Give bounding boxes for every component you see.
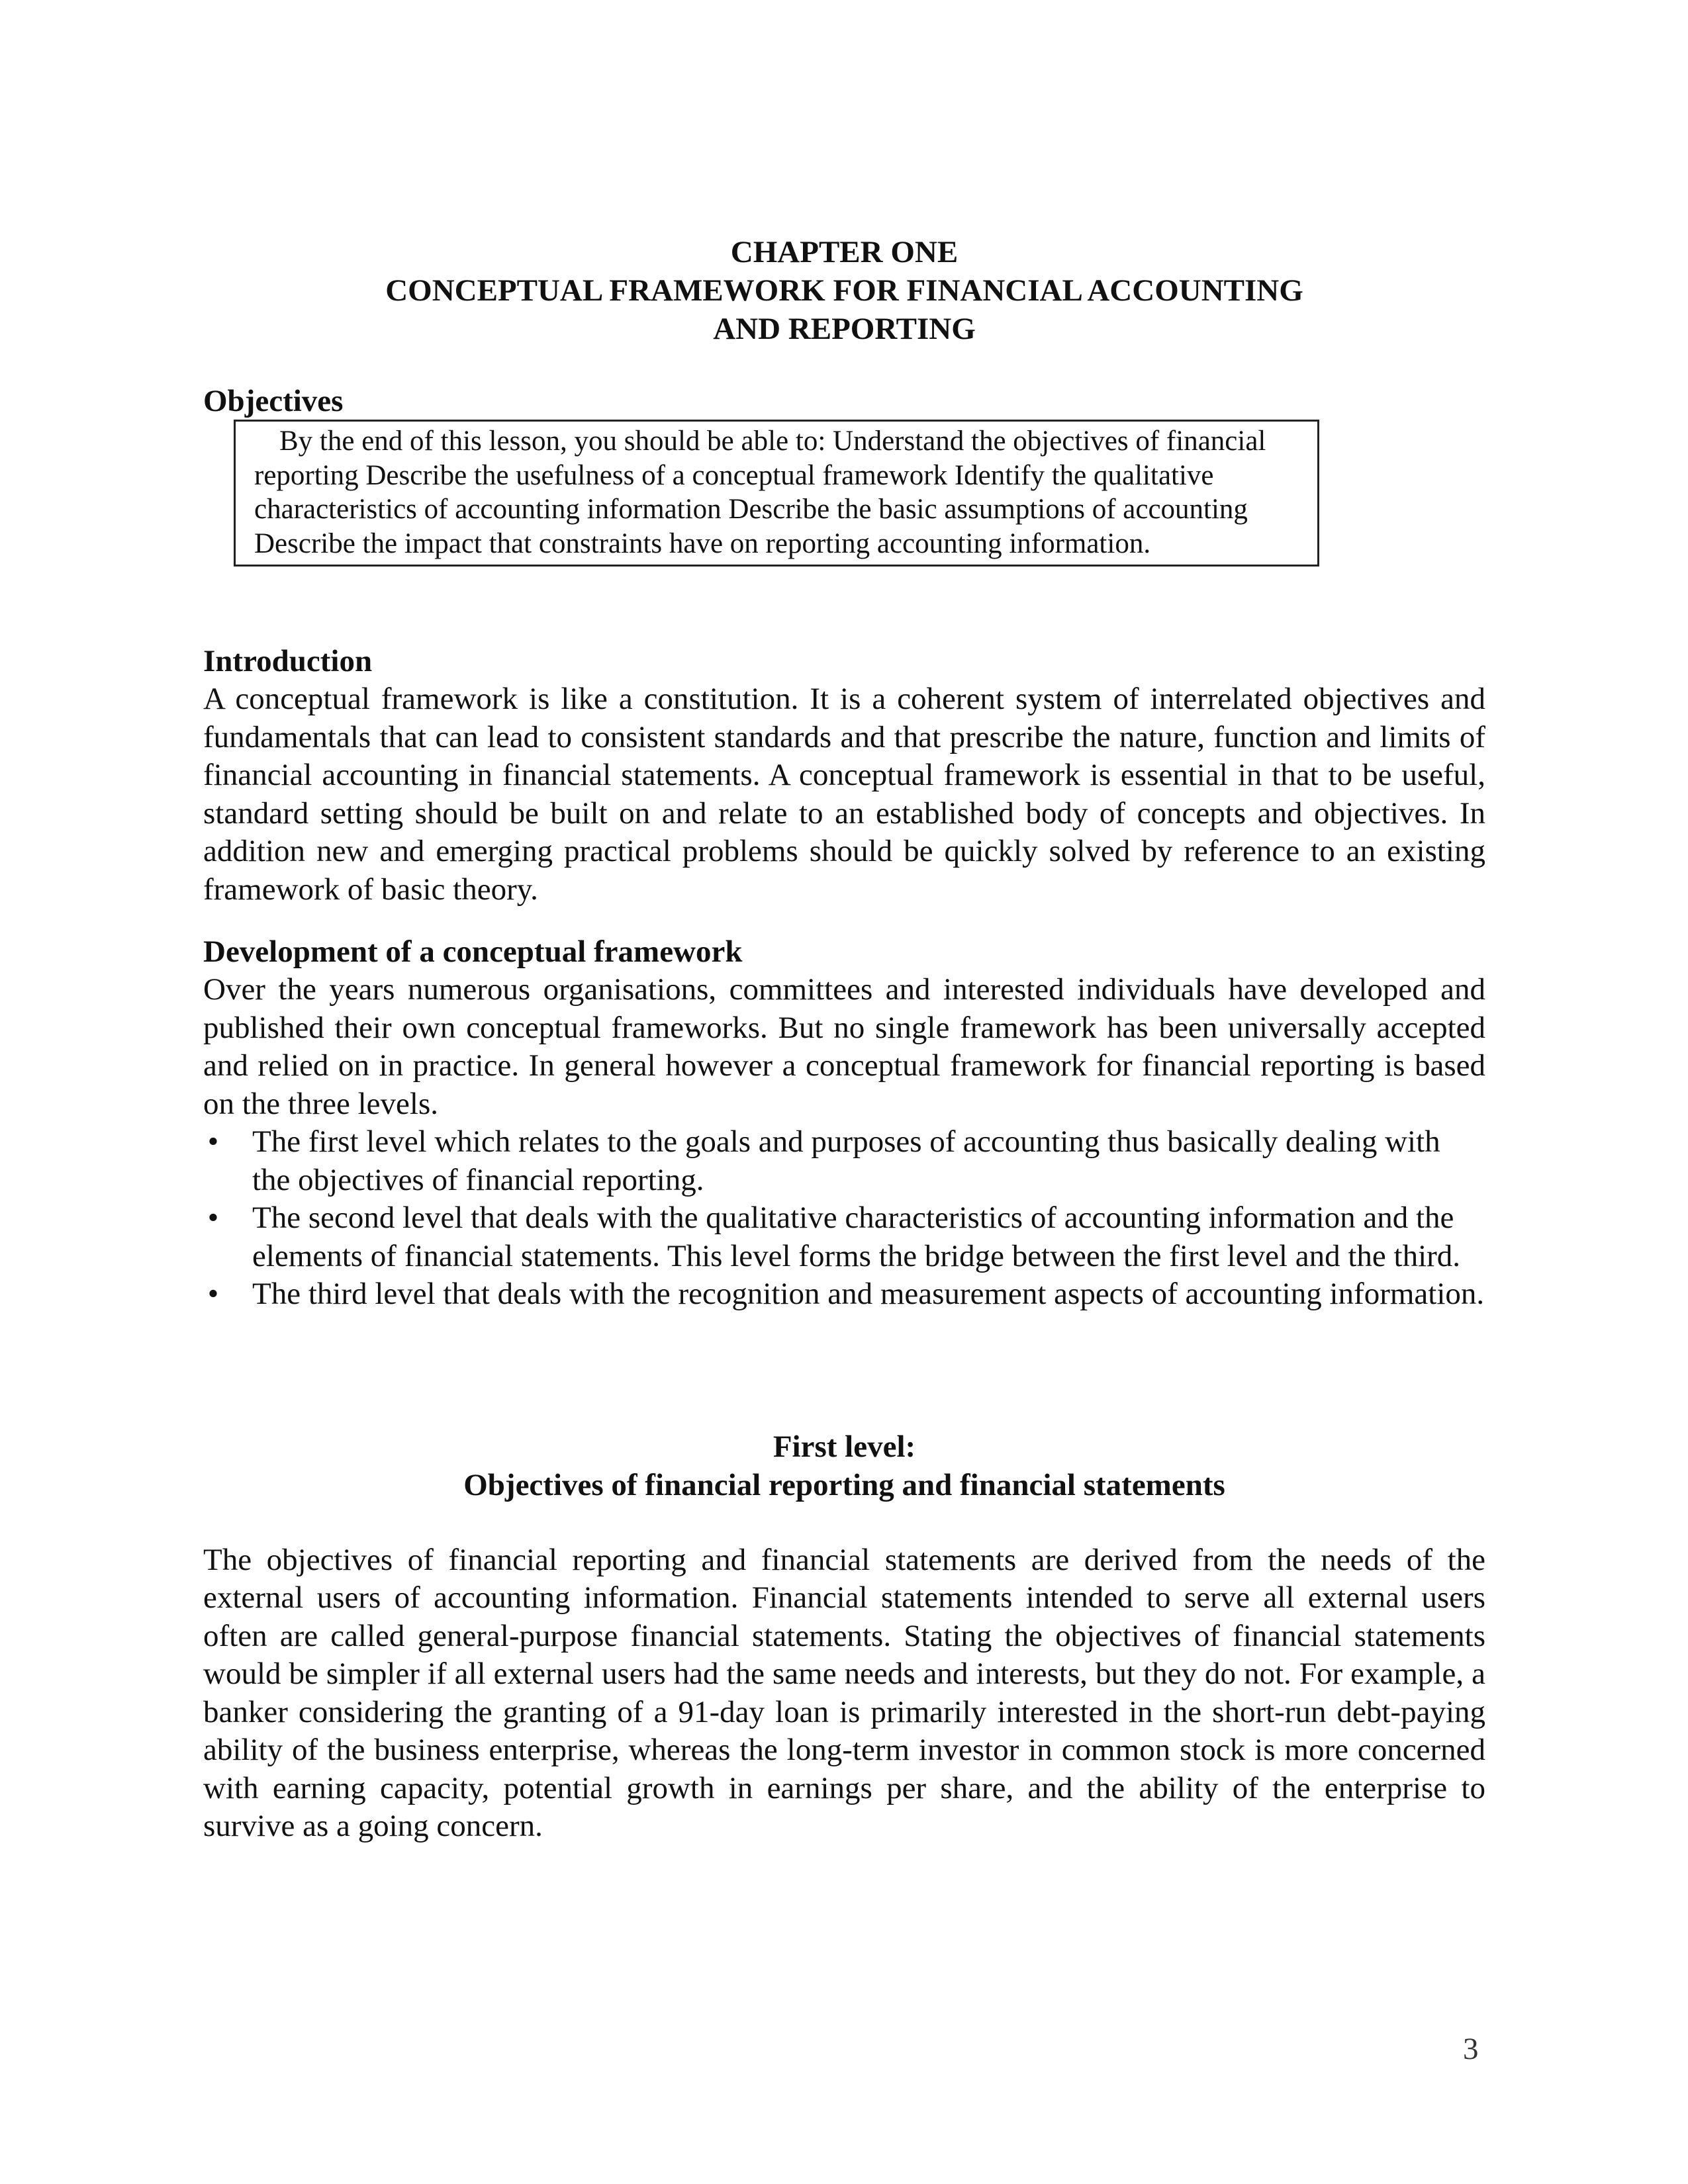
bullet-text: The second level that deals with the qualitative characteristics of accounting information and the elements of financial statements. This level forms the bridge between the first level and the third.	[252, 1201, 1461, 1273]
document-page	[203, 233, 1485, 1846]
bullet-text: The first level which relates to the goals and purposes of accounting thus basically dealing with the objectives of financial reporting.	[252, 1124, 1440, 1197]
development-heading: Development of a conceptual framework	[203, 934, 743, 969]
levels-bullet-list	[203, 1123, 1485, 1314]
page-number: 3	[1463, 2032, 1479, 2066]
list-item	[203, 1123, 1485, 1199]
list-item	[203, 1199, 1485, 1275]
objectives-text: By the end of this lesson, you should be able to: Understand the objectives of financial reporting Describe the usefulness of a conceptual framework Identify the qualitative characteristics of accounting information Describe the basic assumptions of accounting Describe the impact that constraints have on reporting accounting information.	[254, 426, 1266, 559]
introduction-heading: Introduction	[203, 644, 373, 678]
list-item	[203, 1275, 1485, 1314]
chapter-header	[203, 233, 1485, 348]
bullet-icon: •	[207, 1277, 219, 1311]
bullet-icon: •	[207, 1124, 219, 1159]
chapter-label: CHAPTER ONE	[730, 235, 959, 269]
first-level-heading: First level:	[773, 1429, 916, 1464]
introduction-paragraph: A conceptual framework is like a constitution. It is a coherent system of interrelated objectives and fundamentals that can lead to consistent standards and that prescribe the nature, function and limits of financial accounting in financial statements. A conceptual framework is essential in that to be useful, standard setting should be built on and relate to an established body of concepts and objectives. In addition new and emerging practical problems should be quickly solved by reference to an existing framework of basic theory.	[203, 682, 1485, 907]
bullet-icon: •	[207, 1201, 219, 1235]
bullet-text: The third level that deals with the recognition and measurement aspects of accounting information.	[252, 1277, 1485, 1311]
development-section	[203, 933, 1485, 1314]
introduction-section	[203, 642, 1485, 909]
chapter-title-line-2: AND REPORTING	[713, 312, 976, 346]
chapter-title-line-1: CONCEPTUAL FRAMEWORK FOR FINANCIAL ACCOUNTING	[385, 273, 1303, 308]
development-paragraph: Over the years numerous organisations, committees and interested individuals have developed and published their own conceptual frameworks. But no single framework has been universally accepted and relied on in practice. In general however a conceptual framework for financial reporting is based on the three levels.	[203, 972, 1485, 1121]
first-level-subheading: Objectives of financial reporting and financial statements	[463, 1467, 1225, 1502]
first-level-paragraph: The objectives of financial reporting and financial statements are derived from the needs of the external users of accounting information. Financial statements intended to serve all external users often are called general-purpose financial statements. Stating the objectives of financial statements would be simpler if all external users had the same needs and interests, but they do not. For example, a banker considering the granting of a 91-day loan is primarily interested in the short-run debt-paying ability of the business enterprise, whereas the long-term investor in common stock is more concerned with earning capacity, potential growth in earnings per share, and the ability of the enterprise to survive as a going concern.	[203, 1542, 1485, 1843]
objectives-box	[234, 420, 1319, 567]
objectives-heading: Objectives	[203, 384, 344, 418]
first-level-section	[203, 1428, 1485, 1504]
